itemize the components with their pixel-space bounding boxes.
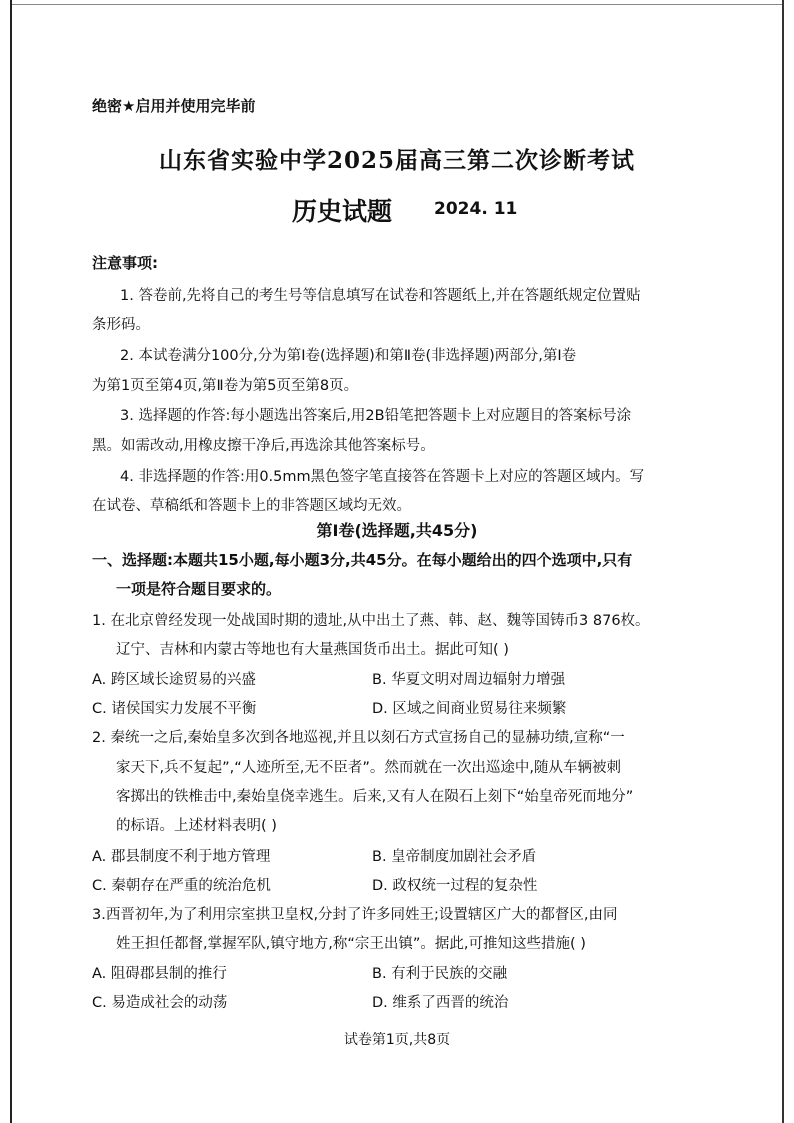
section-instruction-line-2: 一项是符合题目要求的。	[116, 580, 282, 598]
note-4-line-1: 4. 非选择题的作答:用0.5mm黑色签字笔直接答在答题卡上对应的答题区域内。写	[120, 469, 645, 485]
q2-option-b: B. 皇帝制度加剧社会矛盾	[372, 849, 537, 865]
q2-stem-line-4: 的标语。上述材料表明( )	[116, 818, 277, 834]
q1-option-d: D. 区域之间商业贸易往来频繁	[372, 701, 567, 717]
q3-stem-line-2: 姓王担任都督,掌握军队,镇守地方,称“宗王出镇”。据此,可推知这些措施( )	[116, 936, 586, 952]
q2-stem-line-1: 2. 秦统一之后,秦始皇多次到各地巡视,并且以刻石方式宣扬自己的显赫功绩,宣称“一	[92, 730, 625, 746]
q3-stem-line-1: 3.西晋初年,为了利用宗室拱卫皇权,分封了许多同姓王;设置辖区广大的都督区,由同	[92, 907, 618, 923]
note-2-line-2: 为第1页至第4页,第Ⅱ卷为第5页至第8页。	[92, 378, 359, 394]
note-1-line-1: 1. 答卷前,先将自己的考生号等信息填写在试卷和答题纸上,并在答题纸规定位置贴	[120, 288, 641, 304]
q2-option-c: C. 秦朝存在严重的统治危机	[92, 878, 271, 894]
page-footer: 试卷第1页,共8页	[343, 1032, 451, 1048]
q3-option-a: A. 阻碍郡县制的推行	[92, 966, 227, 982]
exam-date: 2024. 11	[434, 199, 518, 219]
q1-option-a: A. 跨区域长途贸易的兴盛	[92, 672, 256, 688]
secret-label: 绝密★启用并使用完毕前	[92, 97, 256, 115]
note-1-line-2: 条形码。	[92, 317, 150, 333]
q1-option-b: B. 华夏文明对周边辐射力增强	[372, 672, 566, 688]
q2-option-a: A. 郡县制度不利于地方管理	[92, 849, 271, 865]
note-3-line-2: 黑。如需改动,用橡皮擦干净后,再选涂其他答案标号。	[92, 438, 435, 454]
note-3-line-1: 3. 选择题的作答:每小题选出答案后,用2B铅笔把答题卡上对应题目的答案标号涂	[120, 408, 632, 424]
q1-stem-line-2: 辽宁、吉林和内蒙古等地也有大量燕国货币出土。据此可知( )	[116, 642, 509, 658]
notes-heading: 注意事项:	[92, 254, 158, 272]
section-heading: 第Ⅰ卷(选择题,共45分)	[316, 521, 478, 540]
q2-option-d: D. 政权统一过程的复杂性	[372, 878, 538, 894]
section-instruction-line-1: 一、选择题:本题共15小题,每小题3分,共45分。在每小题给出的四个选项中,只有	[92, 551, 633, 569]
note-2-line-1: 2. 本试卷满分100分,分为第Ⅰ卷(选择题)和第Ⅱ卷(非选择题)两部分,第Ⅰ卷	[120, 348, 577, 364]
q3-option-c: C. 易造成社会的动荡	[92, 995, 228, 1011]
q1-stem-line-1: 1. 在北京曾经发现一处战国时期的遗址,从中出土了燕、韩、赵、魏等国铸币3 876枚。	[92, 613, 650, 629]
q2-stem-line-2: 家天下,兵不复起”,“人迹所至,无不臣者”。然而就在一次出巡途中,随从车辆被刺	[116, 760, 621, 776]
q2-stem-line-3: 客掷出的铁椎击中,秦始皇侥幸逃生。后来,又有人在陨石上刻下“始皇帝死而地分”	[116, 789, 634, 805]
q1-option-c: C. 诸侯国实力发展不平衡	[92, 701, 257, 717]
note-4-line-2: 在试卷、草稿纸和答题卡上的非答题区域均无效。	[92, 498, 411, 514]
scan-top-edge	[10, 4, 784, 5]
exam-title: 山东省实验中学2025届高三第二次诊断考试	[158, 147, 635, 174]
subject-title: 历史试题	[292, 197, 393, 226]
q3-option-b: B. 有利于民族的交融	[372, 966, 508, 982]
q3-option-d: D. 维系了西晋的统治	[372, 995, 509, 1011]
